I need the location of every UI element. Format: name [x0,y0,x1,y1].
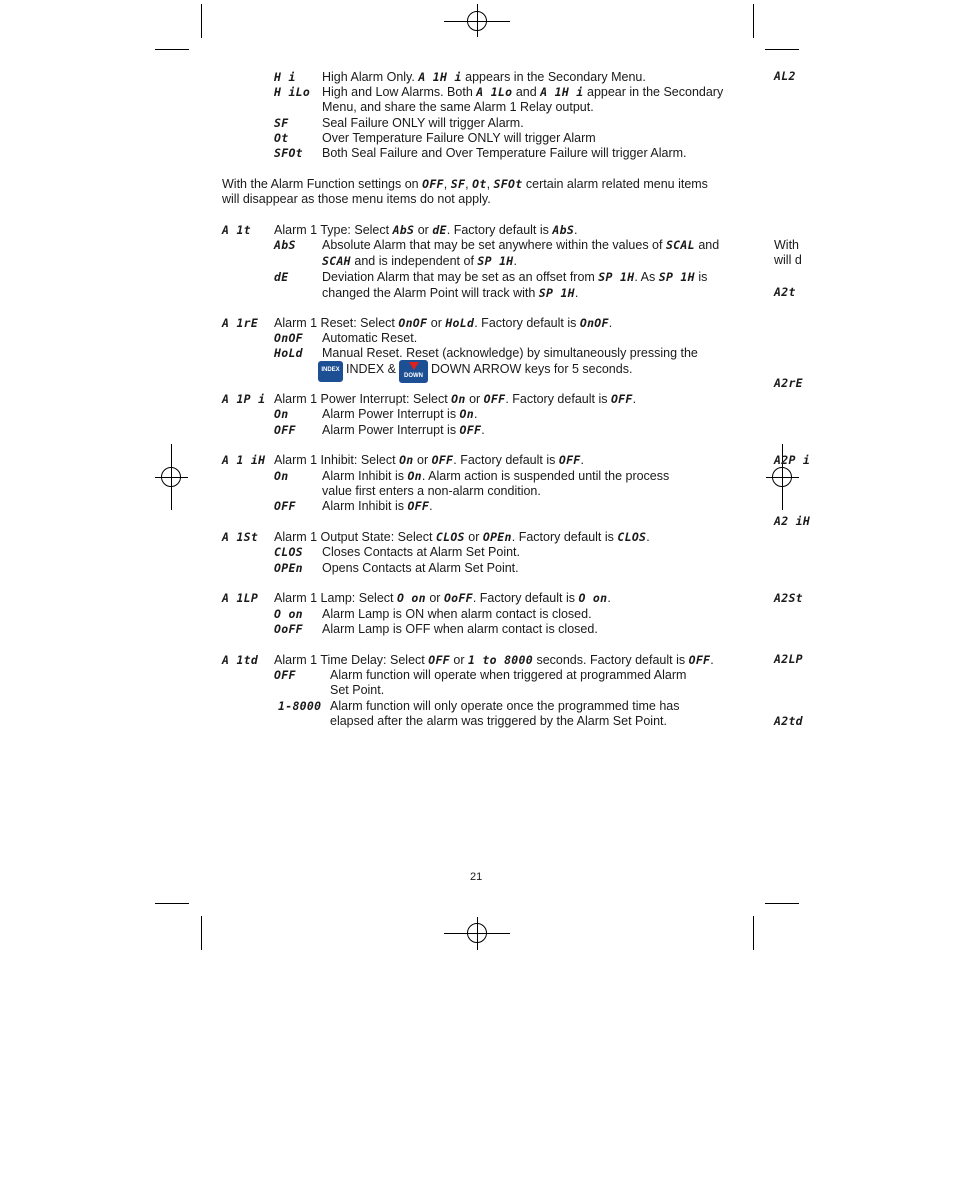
option-code: OnOF [274,331,303,345]
parameter-intro: Alarm 1 Power Interrupt: Select On or OFF. Factory default is OFF. [274,392,637,406]
parameter-code: A 1LP [222,591,259,605]
option-description: DOWN ARROW keys for 5 seconds. [431,362,633,376]
parameter-code: A 1P i [222,392,266,406]
parameter-intro: Alarm 1 Time Delay: Select OFF or 1 to 8000 seconds. Factory default is OFF. [274,653,714,667]
option-description: Alarm Lamp is OFF when alarm contact is closed. [322,622,598,636]
parameter-intro: Alarm 1 Output State: Select CLOS or OPEn. Factory default is CLOS. [274,530,650,544]
side-code: A2St [774,591,803,605]
option-description: elapsed after the alarm was triggered by the Alarm Set Point. [330,714,667,728]
option-code: SFOt [274,146,303,160]
option-description: Alarm function will operate when triggered at programmed Alarm [330,668,687,682]
option-description: Opens Contacts at Alarm Set Point. [322,561,519,575]
option-code: Ot [274,131,289,145]
note-line: With the Alarm Function settings on OFF, SF, Ot, SFOt certain alarm related menu items [222,177,708,191]
parameter-intro: Alarm 1 Inhibit: Select On or OFF. Factory default is OFF. [274,453,585,467]
option-description: Seal Failure ONLY will trigger Alarm. [322,116,524,130]
option-code: AbS [274,238,296,252]
side-text: will d [774,253,802,267]
side-code: A2td [774,714,803,728]
note-line: will disappear as those menu items do not apply. [222,192,491,206]
option-code: OFF [274,668,296,682]
option-description: Automatic Reset. [322,331,418,345]
parameter-intro: Alarm 1 Reset: Select OnOF or HoLd. Factory default is OnOF. [274,316,613,330]
option-code: On [274,469,289,483]
parameter-code: A 1rE [222,316,259,330]
option-description: Deviation Alarm that may be set as an offset from SP 1H. As SP 1H is [322,270,708,284]
option-description: INDEX & [346,362,397,376]
option-description: Menu, and share the same Alarm 1 Relay output. [322,100,594,114]
parameter-code: A 1 iH [222,453,266,467]
option-description: Both Seal Failure and Over Temperature Failure will trigger Alarm. [322,146,687,160]
option-description: Alarm Power Interrupt is OFF. [322,423,485,437]
option-description: SCAH and is independent of SP 1H. [322,254,518,268]
option-description: Manual Reset. Reset (acknowledge) by simultaneously pressing the [322,346,698,360]
option-code: On [274,407,289,421]
option-description: Absolute Alarm that may be set anywhere within the values of SCAL and [322,238,720,252]
option-description: Alarm Inhibit is On. Alarm action is suspended until the process [322,469,670,483]
down-arrow-key-icon: DOWN [399,360,428,383]
side-code: A2t [774,285,796,299]
option-description: High and Low Alarms. Both A 1Lo and A 1H i appear in the Secondary [322,85,724,99]
option-code: CLOS [274,545,303,559]
option-description: Alarm Lamp is ON when alarm contact is closed. [322,607,592,621]
option-description: value first enters a non-alarm condition. [322,484,541,498]
option-description: Alarm function will only operate once the programmed time has [330,699,680,713]
option-code: SF [274,116,289,130]
option-description: Alarm Inhibit is OFF. [322,499,433,513]
option-description: High Alarm Only. A 1H i appears in the Secondary Menu. [322,70,646,84]
option-code: OPEn [274,561,303,575]
side-code: AL2 [774,69,796,83]
side-text: With [774,238,799,252]
option-code: H iLo [274,85,311,99]
option-code: OFF [274,499,296,513]
parameter-intro: Alarm 1 Type: Select AbS or dE. Factory default is AbS. [274,223,578,237]
option-code: dE [274,270,289,284]
option-code: H i [274,70,296,84]
parameter-code: A 1t [222,223,251,237]
option-code: 1-8000 [278,699,322,713]
index-key-icon: INDEX [318,361,343,382]
option-description: Over Temperature Failure ONLY will trigger Alarm [322,131,596,145]
option-code: OFF [274,423,296,437]
option-code: O on [274,607,303,621]
option-code: HoLd [274,346,303,360]
parameter-code: A 1td [222,653,259,667]
option-description: Closes Contacts at Alarm Set Point. [322,545,521,559]
option-description: Alarm Power Interrupt is On. [322,407,478,421]
parameter-intro: Alarm 1 Lamp: Select O on or OoFF. Factory default is O on. [274,591,611,605]
option-description: Set Point. [330,683,385,697]
side-code: A2rE [774,376,803,390]
side-code: A2LP [774,652,803,666]
page-number: 21 [470,871,483,883]
option-code: OoFF [274,622,303,636]
side-code: A2P i [774,453,811,467]
parameter-code: A 1St [222,530,259,544]
side-code: A2 iH [774,514,811,528]
option-description: changed the Alarm Point will track with SP 1H. [322,286,579,300]
